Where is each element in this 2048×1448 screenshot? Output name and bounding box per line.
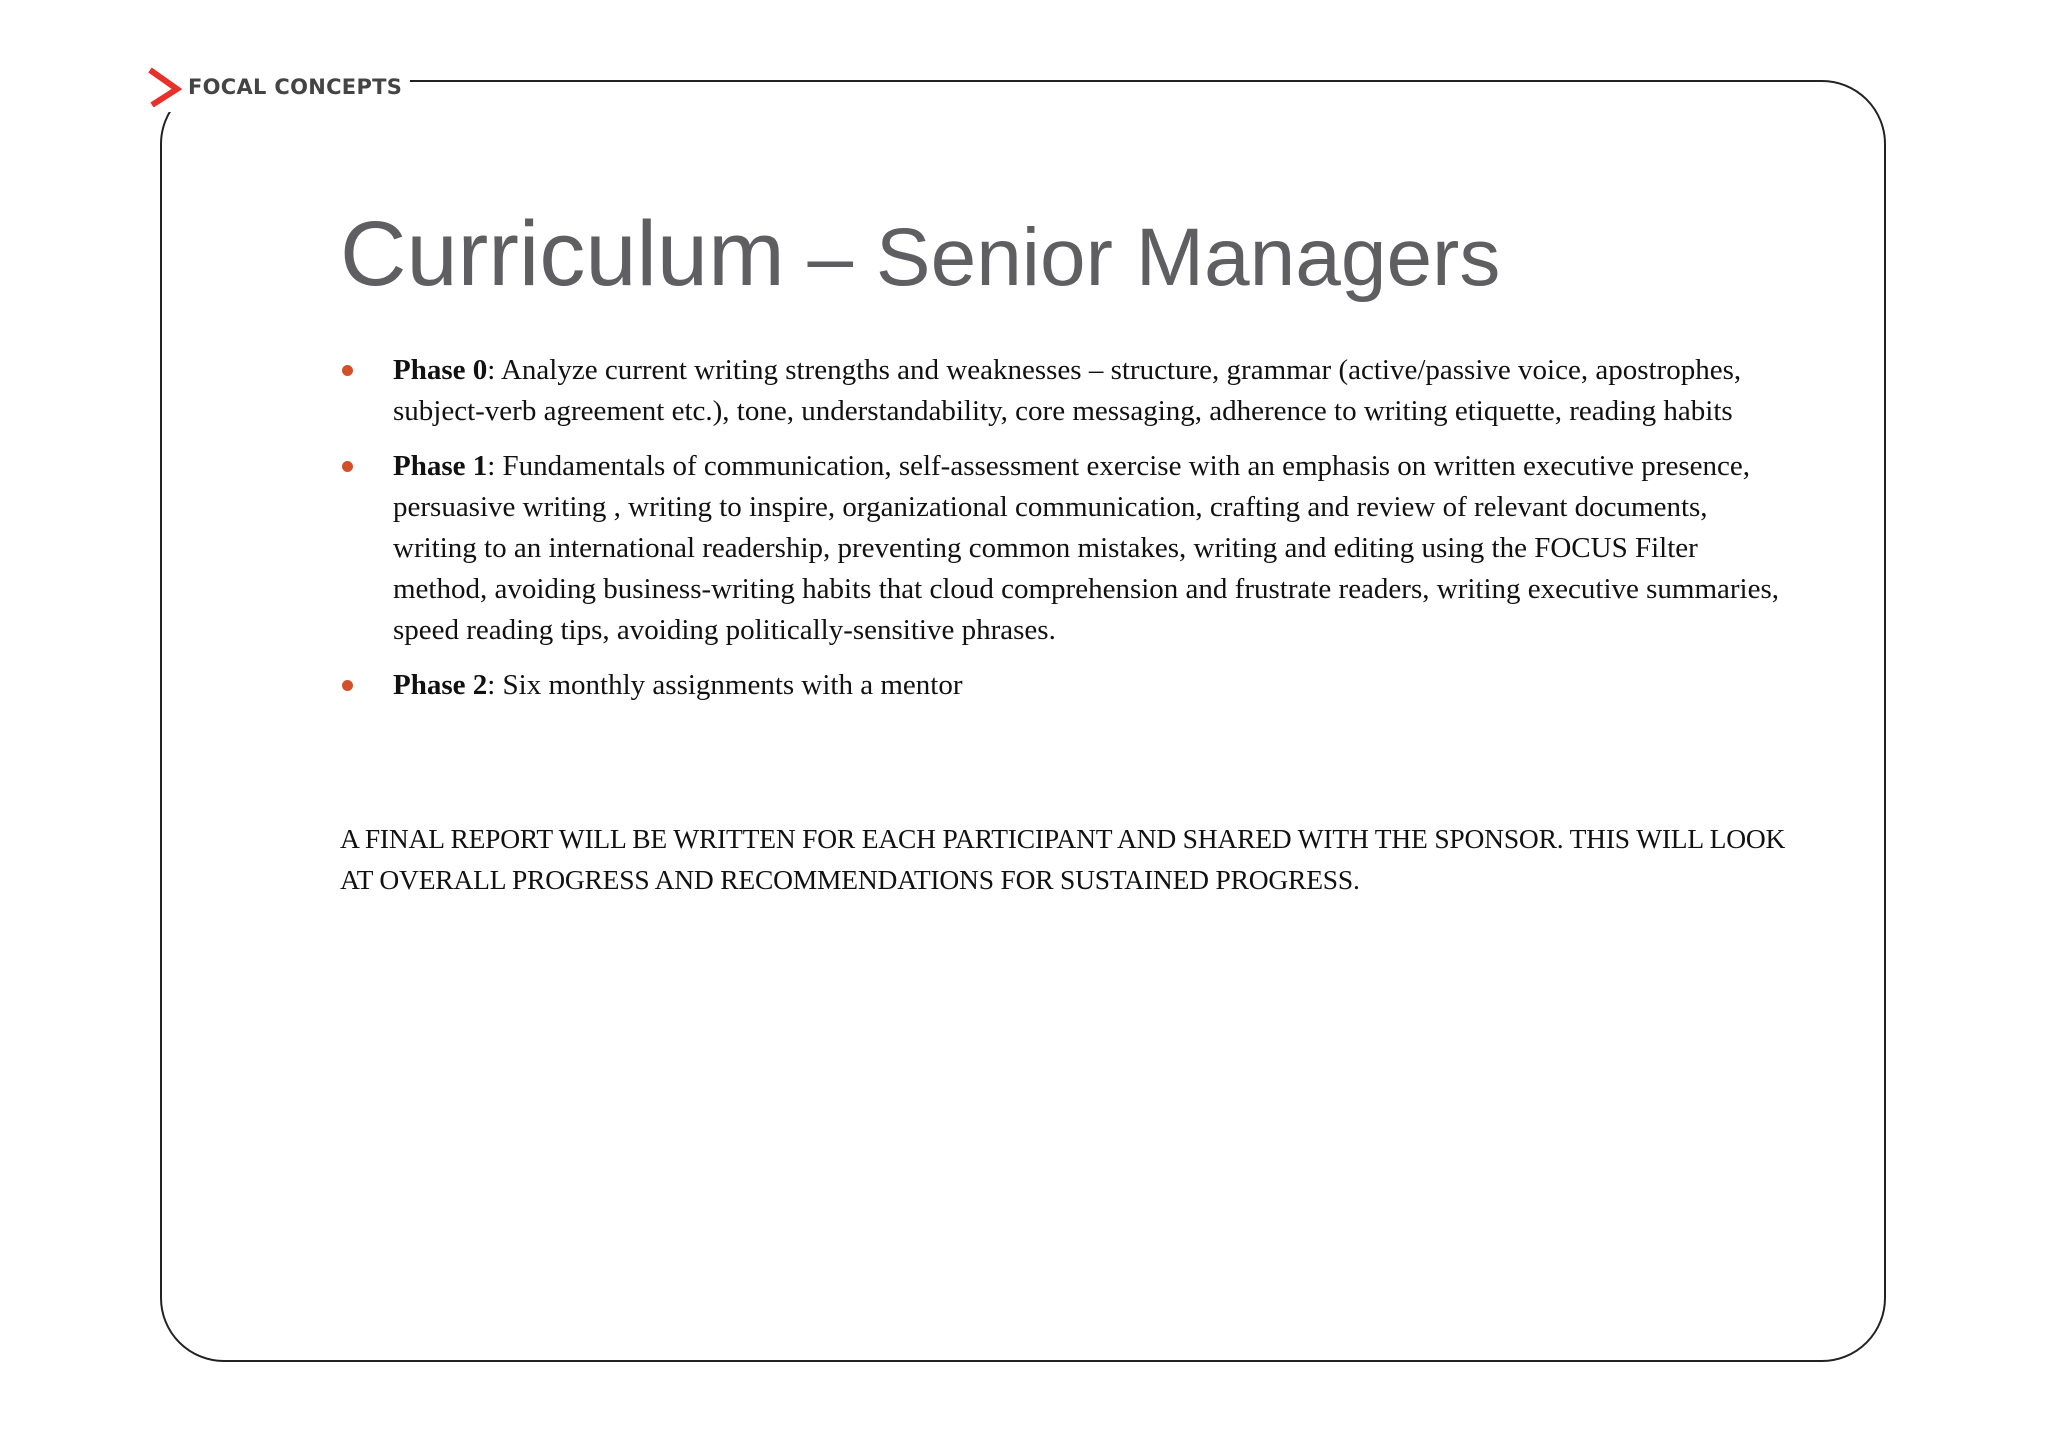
- title-separator: –: [784, 212, 876, 303]
- title-main: Curriculum: [340, 203, 785, 305]
- phase-label: Phase 2: [393, 669, 488, 701]
- phase-description: : Analyze current writing strengths and weaknesses – structure, grammar (active/passive voice, apostrophes, subject-verb agreement etc.), tone, understandability, core messaging, adherence to writing etiquette, reading habits: [393, 354, 1742, 427]
- bullet-dot: [342, 461, 353, 472]
- title-subtitle: Senior Managers: [875, 212, 1501, 303]
- logo: [146, 62, 410, 112]
- phase-description: : Fundamentals of communication, self-assessment exercise with an emphasis on written executive presence, persuasive writing , writing to inspire, organizational communication, crafting and review of relevant documents, writing to an international readership, preventing common mistakes, writing and editing using the FOCUS Filter method, avoiding business-writing habits that cloud comprehension and frustrate readers, writing executive summaries, speed reading tips, avoiding politically-sensitive phrases.: [393, 450, 1780, 646]
- logo-text: FOCAL CONCEPTS: [188, 75, 403, 99]
- phase-description: : Six monthly assignments with a mentor: [487, 669, 963, 701]
- bullet-dot: [342, 680, 353, 691]
- chevron-right-icon: [146, 67, 182, 107]
- phase-label: Phase 1: [393, 450, 488, 482]
- bullet-dot: [342, 365, 353, 376]
- phase-item-1: [340, 446, 1780, 651]
- phase-item-0: [340, 350, 1780, 432]
- final-report-note: A FINAL REPORT WILL BE WRITTEN FOR EACH PARTICIPANT AND SHARED WITH THE SPONSOR. THIS WILL LOOK AT OVERALL PROGRESS AND RECOMMENDATIONS FOR SUSTAINED PROGRESS.: [340, 823, 1786, 895]
- phase-label: Phase 0: [393, 354, 488, 386]
- phase-item-2: [340, 665, 1780, 706]
- page-title: [340, 203, 1501, 305]
- phase-list: [340, 350, 1780, 720]
